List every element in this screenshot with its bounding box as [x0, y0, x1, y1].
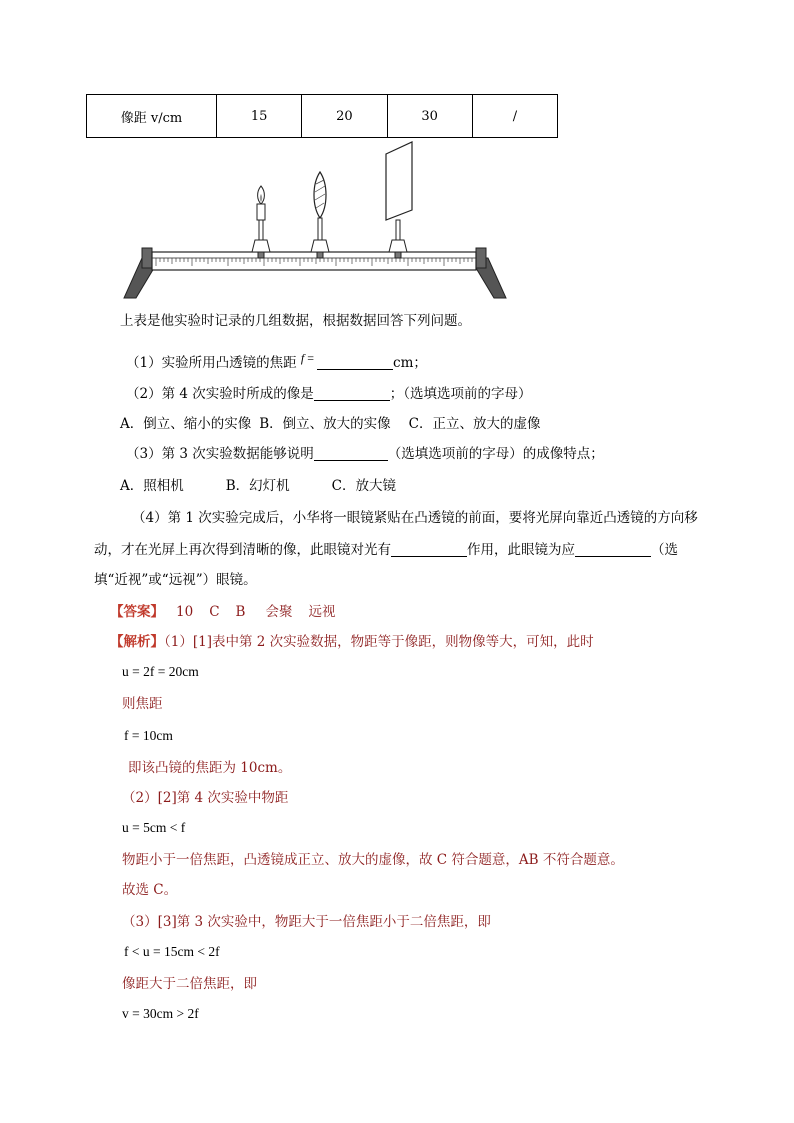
question-2-text: （2）第 4 次实验时所成的像是: [126, 386, 314, 402]
question-1-text: （1）实验所用凸透镜的焦距: [126, 355, 301, 371]
analysis-text: （1）[1]表中第 2 次实验数据，物距等于像距，则物像等大，可知，此时: [164, 634, 594, 650]
intro-text: 上表是他实验时记录的几组数据，根据数据回答下列问题。: [120, 313, 471, 329]
focal-symbol: f: [300, 351, 305, 365]
question-4-text: （选: [651, 542, 678, 558]
question-4-line2: [94, 540, 678, 560]
question-3-options: [120, 476, 396, 496]
table-cell: 30: [387, 95, 472, 138]
analysis-text: 像距大于二倍焦距，即: [122, 976, 257, 992]
analysis-text: 则焦距: [122, 696, 163, 712]
equation-5: v = 30cm > 2f: [122, 1006, 199, 1021]
analysis-text: （3）[3]第 3 次实验中，物距大于一倍焦距小于二倍焦距，即: [122, 914, 491, 930]
answer-blank: [317, 355, 393, 370]
answer-line: [110, 602, 335, 622]
optical-bench-figure: [120, 140, 510, 305]
option-b: B．倒立、放大的实像: [259, 416, 391, 432]
answer-label: 【答案】: [110, 604, 164, 620]
answer-blank: [391, 542, 467, 557]
table-row: [87, 95, 558, 138]
option-a: A．照相机: [120, 478, 184, 494]
equals-sign: =: [304, 351, 318, 365]
answer-value: B: [235, 604, 246, 620]
question-3-text: （3）第 3 次实验数据能够说明: [126, 446, 314, 462]
question-1-unit: cm；: [393, 355, 427, 371]
analysis-text: 物距小于一倍焦距，凸透镜成正立、放大的虚像，故 C 符合题意，AB 不符合题意。: [122, 852, 624, 868]
question-2-options: [120, 414, 541, 434]
table-cell: 20: [302, 95, 387, 138]
table-cell: 15: [216, 95, 301, 138]
answer-blank: [575, 542, 651, 557]
answer-value: 远视: [308, 604, 336, 620]
answer-blank: [314, 446, 388, 461]
analysis-text: 即该凸镜的焦距为 10cm。: [128, 760, 292, 776]
equation-2: f = 10cm: [124, 728, 173, 743]
question-2-hint: ；（选填选项前的字母）: [389, 386, 532, 402]
answer-value: C: [209, 604, 220, 620]
answer-value: 会聚: [265, 604, 293, 620]
analysis-text: （2）[2]第 4 次实验中物距: [122, 790, 289, 806]
option-b: B．幻灯机: [225, 478, 290, 494]
analysis-label: 【解析】: [110, 634, 164, 650]
option-c: C．放大镜: [331, 478, 397, 494]
light-screen-icon: [386, 142, 412, 258]
table-cell: /: [472, 95, 557, 138]
equation-1: u = 2f = 20cm: [122, 664, 199, 679]
convex-lens-icon: [311, 172, 329, 258]
question-2: [126, 384, 532, 404]
optical-bench-icon: [124, 248, 506, 298]
question-4-text: 动，才在光屏上再次得到清晰的像，此眼镜对光有: [94, 542, 391, 558]
option-c: C．正立、放大的虚像: [408, 416, 541, 432]
question-1: [126, 348, 427, 373]
question-4-line3: 填“近视”或“远视”）眼镜。: [94, 572, 257, 588]
answer-value: 10: [176, 604, 194, 620]
table-row-label: 像距 v/cm: [87, 95, 217, 138]
data-table: [86, 94, 558, 138]
equation-4: f < u = 15cm < 2f: [124, 944, 220, 959]
candle-icon: [252, 186, 270, 258]
question-3: [126, 444, 604, 464]
question-4-line1: （4）第 1 次实验完成后，小华将一眼镜紧贴在凸透镜的前面，要将光屏向靠近凸透镜的方向移: [132, 510, 698, 526]
analysis-text: 故选 C。: [122, 882, 178, 898]
question-3-hint: （选填选项前的字母）的成像特点；: [387, 446, 604, 462]
analysis-line-1: [110, 632, 594, 652]
question-4-text: 作用，此眼镜为应: [467, 542, 575, 558]
answer-blank: [314, 386, 390, 401]
option-a: A．倒立、缩小的实像: [120, 416, 252, 432]
equation-3: u = 5cm < f: [122, 820, 186, 835]
